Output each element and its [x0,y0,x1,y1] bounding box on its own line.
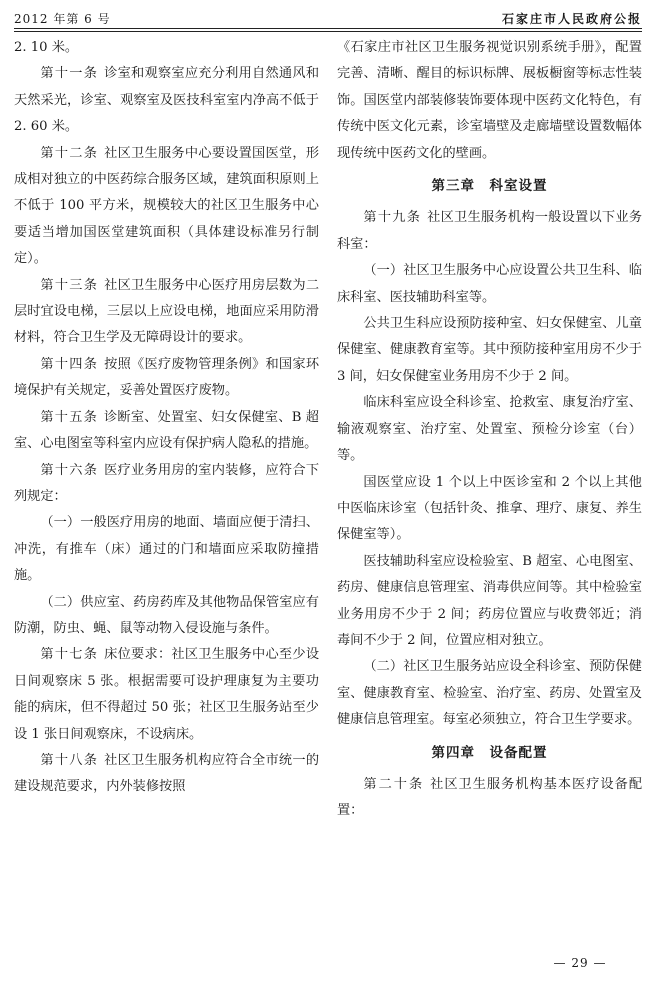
article-18 [14,748,319,801]
article-text: 社区卫生服务中心医疗用房层数为二层时宜设电梯，三层以上应设电梯，地面应采用防滑材料，符合卫生学及无障碍设计的要求。 [14,277,320,346]
paragraph-text: 国医堂应设 1 个以上中医诊室和 2 个以上其他中医临床诊室（包括针灸、推拿、理疗、康复、养生保健室等）。 [337,474,642,543]
article-15 [14,405,319,458]
clause-text: （一）社区卫生服务中心应设置公共卫生科、临床科室、医技辅助科室等。 [337,263,642,305]
left-column [14,35,319,801]
page-number: — 29 — [553,956,607,970]
chapter-heading: 第四章 设备配置 [431,744,548,761]
clause-2 [14,590,319,643]
paragraph [337,35,642,167]
article-12 [14,141,319,273]
article-11 [14,61,319,140]
paragraph [337,470,642,549]
header-rule [14,28,642,29]
article-number: 第十八条 [40,752,99,768]
article-text: 医疗业务用房的室内装修，应符合下列规定： [14,462,320,504]
clause-2 [337,654,642,733]
paragraph [337,311,642,390]
article-number: 第十四条 [40,356,99,372]
article-text: 诊断室、处置室、妇女保健室、B 超室、心电图室等科室内应设有保护病人隐私的措施。 [14,409,319,452]
article-number: 第十六条 [40,462,99,478]
article-number: 第十七条 [40,647,99,663]
paragraph [14,35,319,61]
article-14 [14,352,319,405]
article-17 [14,642,319,748]
article-number: 第十一条 [40,66,99,82]
clause-text: （一）一般医疗用房的地面、墙面应便于清扫、冲洗，有推车（床）通过的门和墙面应采取防撞措施。 [14,515,319,584]
article-16 [14,458,319,511]
paragraph-text: 医技辅助科室应设检验室、B 超室、心电图室、药房、健康信息管理室、消毒供应间等。其中检验室业务用房不少于 2 间；药房位置应与收费邻近；消毒间不少于 2 间，位置应相对独立。 [337,553,642,648]
article-text: 社区卫生服务机构基本医疗设备配置： [337,776,643,819]
article-text: 社区卫生服务机构应符合全市统一的建设规范要求，内外装修按照 [14,752,320,795]
article-number: 第十九条 [363,210,422,226]
paragraph-text: 公共卫生科应设预防接种室、妇女保健室、儿童保健室、健康教育室等。其中预防接种室用房不少于 3 间，妇女保健室业务用房不少于 2 间。 [337,316,642,384]
article-number: 第十五条 [40,409,99,425]
paragraph-text: 临床科室应设全科诊室、抢救室、康复治疗室、输液观察室、治疗室、处置室、预检分诊室（台）等。 [337,395,642,464]
chapter-heading: 第三章 科室设置 [431,178,548,195]
header-rule [14,31,642,32]
article-text: 社区卫生服务中心要设置国医堂，形成相对独立的中医药综合服务区域，建筑面积原则上不低于 100 平方米，规模较大的社区卫生服务中心要适当增加国医堂建筑面积（具体建设标准另行制定）。 [14,145,320,267]
article-13 [14,273,319,352]
article-text: 社区卫生服务机构一般设置以下业务科室： [337,210,643,252]
clause-1 [14,510,319,589]
article-number: 第十三条 [40,277,99,293]
article-number: 第十二条 [40,145,99,161]
paragraph [337,390,642,469]
article-19 [337,205,642,258]
journal-title: 石家庄市人民政府公报 [501,12,642,26]
paragraph [337,549,642,655]
clause-1 [337,258,642,311]
paragraph-text: 《石家庄市社区卫生服务视觉识别系统手册》，配置完善、清晰、醒目的标识标牌、展板橱窗等标志性装饰。国医堂内部装修装饰要体现中医药文化特色，有传统中医文化元素，诊室墙壁及走廊墙壁设置数幅体现传统中医药文化的壁画。 [337,40,642,161]
article-text: 诊室和观察室应充分利用自然通风和天然采光，诊室、观察室及医技科室室内净高不低于 2. 60 米。 [14,66,320,135]
page-header [14,6,642,30]
issue-label: 2012 年第 6 号 [14,12,111,26]
clause-text: （二）社区卫生服务站应设全科诊室、预防保健室、健康教育室、检验室、治疗室、药房、处置室及健康信息管理室。每室必须独立，符合卫生学要求。 [337,659,642,728]
article-text: 床位要求：社区卫生服务中心至少设日间观察床 5 张。根据需要可设护理康复为主要功能的病床，但不得超过 50 张；社区卫生服务站至少设 1 张日间观察床，不设病床。 [14,647,320,742]
right-column [337,35,642,825]
article-20 [337,772,642,825]
paragraph-text: 2. 10 米。 [14,40,79,55]
clause-text: （二）供应室、药房药库及其他物品保管室应有防潮，防虫、蝇、鼠等动物入侵设施与条件。 [14,594,319,636]
article-text: 按照《医疗废物管理条例》和国家环境保护有关规定，妥善处置医疗废物。 [14,356,320,399]
article-number: 第二十条 [363,776,425,792]
